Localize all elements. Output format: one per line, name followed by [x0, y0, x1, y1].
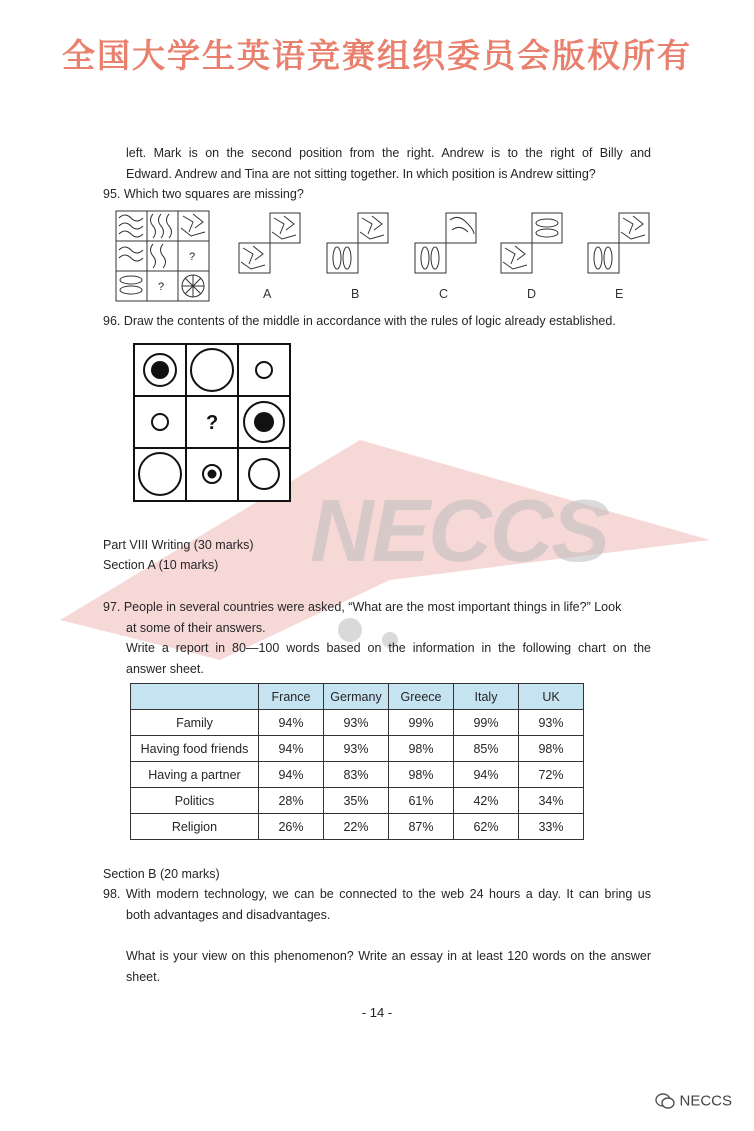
q94-line-2: Edward. Andrew and Tina are not sitting together. In which position is Andrew sitting?: [126, 167, 596, 181]
q95-option-a-figure: [238, 212, 302, 274]
table-cell: 87%: [389, 814, 454, 840]
table-cell: 94%: [259, 710, 324, 736]
table-cell: 62%: [454, 814, 519, 840]
table-cell: 72%: [519, 762, 584, 788]
table-cell: Having food friends: [131, 736, 259, 762]
q95-option-d-label: D: [527, 287, 537, 301]
q95-option-c-label: C: [439, 287, 449, 301]
section-b-heading: Section B (20 marks): [103, 867, 220, 881]
q95-prompt: 95. Which two squares are missing?: [103, 187, 304, 201]
table-cell: 99%: [389, 710, 454, 736]
table-row: [131, 814, 584, 840]
footer-brand-text: NECCS: [679, 1092, 732, 1110]
q95-grid-question-mark: ?: [158, 281, 165, 293]
q95-option-b-figure: [326, 212, 390, 274]
table-cell: Religion: [131, 814, 259, 840]
table-header-cell: Greece: [389, 684, 454, 710]
q97-line-2: at some of their answers.: [126, 621, 266, 635]
table-cell: 22%: [324, 814, 389, 840]
table-cell: 42%: [454, 788, 519, 814]
table-cell: 93%: [519, 710, 584, 736]
table-cell: Family: [131, 710, 259, 736]
table-cell: 33%: [519, 814, 584, 840]
table-row: [131, 736, 584, 762]
copyright-banner: 全国大学生英语竞赛组织委员会版权所有: [62, 36, 692, 75]
q97-line-4: answer sheet.: [126, 662, 204, 676]
table-cell: 98%: [389, 736, 454, 762]
table-row: [131, 710, 584, 736]
table-cell: 61%: [389, 788, 454, 814]
q95-option-e-label: E: [615, 287, 624, 301]
q95-option-a-label: A: [263, 287, 272, 301]
q97-line-3: Write a report in 80—100 words based on the information in the following chart on the: [126, 641, 651, 655]
q94-line-1: left. Mark is on the second position from the right. Andrew is to the right of Billy and: [126, 146, 651, 160]
section-a-heading: Section A (10 marks): [103, 558, 219, 572]
watermark-text: NECCS: [310, 481, 609, 580]
wechat-icon: [655, 1093, 675, 1109]
importance-survey-table: [130, 683, 584, 840]
q97-line-1: 97. People in several countries were asked, “What are the most important things in life?” Look: [103, 600, 622, 614]
table-cell: Having a partner: [131, 762, 259, 788]
q96-prompt: 96. Draw the contents of the middle in accordance with the rules of logic already established.: [103, 314, 616, 328]
table-cell: 35%: [324, 788, 389, 814]
table-cell: 83%: [324, 762, 389, 788]
q96-circle-grid: [133, 343, 291, 503]
q98-line-4: sheet.: [126, 970, 161, 984]
q95-option-b-label: B: [351, 287, 360, 301]
table-cell: 85%: [454, 736, 519, 762]
q98-line-2: both advantages and disadvantages.: [126, 908, 331, 922]
q95-option-c-figure: [414, 212, 478, 274]
table-header-row: [131, 684, 584, 710]
q95-option-d-figure: [500, 212, 564, 274]
table-cell: 98%: [519, 736, 584, 762]
q95-pattern-grid: [115, 210, 210, 302]
table-header-cell: [131, 684, 259, 710]
q98-line-3: What is your view on this phenomenon? Write an essay in at least 120 words on the answer: [126, 949, 651, 963]
table-header-cell: UK: [519, 684, 584, 710]
page-number: - 14 -: [361, 1005, 393, 1020]
table-cell: 93%: [324, 736, 389, 762]
table-cell: 93%: [324, 710, 389, 736]
table-row: [131, 788, 584, 814]
table-header-cell: Germany: [324, 684, 389, 710]
q98-line-1: 98. With modern technology, we can be connected to the web 24 hours a day. It can bring us: [103, 887, 651, 901]
table-cell: 98%: [389, 762, 454, 788]
table-cell: 26%: [259, 814, 324, 840]
table-cell: 94%: [454, 762, 519, 788]
q96-question-mark: ?: [206, 412, 219, 434]
table-cell: 94%: [259, 736, 324, 762]
table-header-cell: France: [259, 684, 324, 710]
table-cell: 34%: [519, 788, 584, 814]
table-cell: 28%: [259, 788, 324, 814]
table-header-cell: Italy: [454, 684, 519, 710]
table-cell: Politics: [131, 788, 259, 814]
table-row: [131, 762, 584, 788]
table-cell: 94%: [259, 762, 324, 788]
footer-brand: [655, 1092, 732, 1110]
q95-grid-question-mark: ?: [189, 251, 196, 263]
part8-title: Part VIII Writing (30 marks): [103, 538, 254, 552]
q95-option-e-figure: [587, 212, 651, 274]
table-cell: 99%: [454, 710, 519, 736]
